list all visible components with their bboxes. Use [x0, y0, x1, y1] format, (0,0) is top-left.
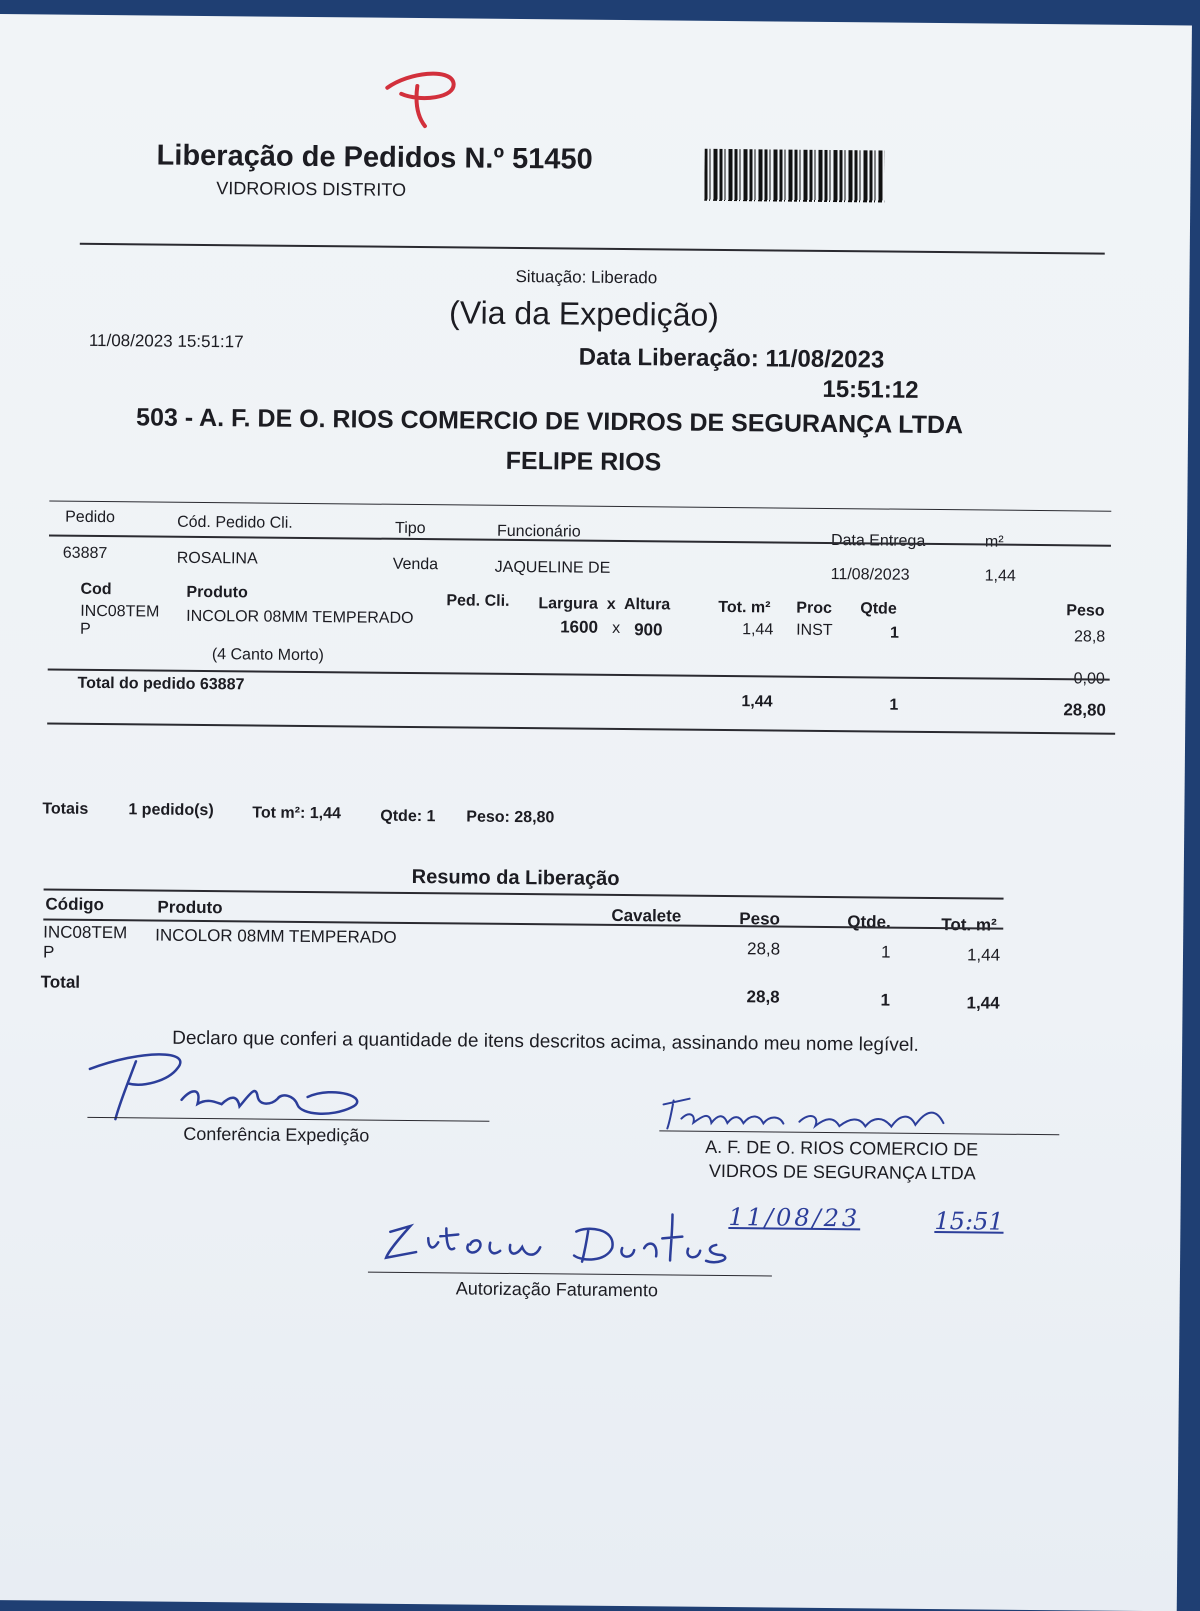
item-col-largura-altura: Largura x Altura: [538, 595, 671, 614]
company-line1: A. F. DE O. RIOS COMERCIO DE: [705, 1136, 979, 1160]
tipo-value: Venda: [392, 555, 439, 574]
order-total-peso: 28,80: [1063, 700, 1107, 720]
resumo-codigo-line2: P: [42, 942, 55, 962]
status-text: Situação: Liberado: [515, 266, 658, 288]
declaration-text: Declaro que conferi a quantidade de itens descritos acima, assinando meu nome legível.: [172, 1027, 919, 1056]
order-total-label: Total do pedido 63887: [77, 674, 245, 694]
resumo-tot-m2: 1,44: [966, 945, 1001, 965]
item-altura: 900: [634, 620, 663, 640]
item-col-qtde: Qtde: [860, 600, 897, 618]
item-col-cod: Cod: [80, 580, 112, 599]
document-page: [0, 14, 1192, 1611]
resumo-col-tot-m2: Tot. m²: [941, 915, 997, 935]
item-col-peso: Peso: [1066, 602, 1105, 620]
resumo-total-qtde: 1: [880, 990, 891, 1010]
section-divider: [47, 722, 1115, 734]
print-timestamp: 11/08/2023 15:51:17: [88, 330, 244, 352]
resumo-col-qtde: Qtde.: [847, 912, 891, 932]
totais-peso: Peso: 28,80: [466, 808, 555, 827]
conferencia-label: Conferência Expedição: [183, 1123, 370, 1146]
client-name: 503 - A. F. DE O. RIOS COMERCIO DE VIDROS DE SEGURANÇA LTDA: [136, 403, 964, 440]
item-col-ped-cli: Ped. Cli.: [446, 592, 510, 610]
item-tot-m2: 1,44: [742, 621, 774, 639]
release-time: 15:51:12: [822, 375, 919, 404]
item-qtde: 1: [890, 624, 900, 642]
col-data-entrega: Data Entrega: [830, 532, 926, 550]
signature-autorizacao: [376, 1202, 737, 1275]
item-produto: INCOLOR 08MM TEMPERADO: [186, 607, 414, 627]
item-obs: (4 Canto Morto): [211, 646, 324, 665]
resumo-col-peso: Peso: [739, 909, 781, 929]
resumo-qtde: 1: [880, 942, 891, 962]
resumo-total-peso: 28,8: [746, 987, 780, 1007]
resumo-peso: 28,8: [746, 939, 781, 959]
col-pedido: Pedido: [65, 508, 116, 527]
page-title: Liberação de Pedidos N.º 51450: [156, 139, 593, 176]
resumo-col-cavalete: Cavalete: [611, 905, 682, 926]
resumo-total-label: Total: [40, 972, 81, 992]
item-col-proc: Proc: [796, 599, 832, 618]
totais-label: Totais: [42, 800, 89, 818]
col-tipo: Tipo: [394, 519, 426, 538]
autorizacao-label: Autorização Faturamento: [455, 1278, 658, 1301]
signature-conferencia: [81, 1043, 382, 1126]
resumo-col-codigo: Código: [45, 894, 105, 915]
via-label: (Via da Expedição): [448, 294, 720, 333]
item-cod-line1: INC08TEM: [80, 602, 160, 621]
divider: [80, 243, 1105, 255]
resumo-col-produto: Produto: [157, 897, 223, 918]
pedido-value: 63887: [62, 544, 108, 563]
item-obs-peso: 0,00: [1073, 670, 1105, 688]
red-p-mark: [379, 62, 470, 133]
data-entrega-value: 11/08/2023: [830, 565, 910, 584]
table-top-line: [49, 500, 1111, 511]
cod-pedido-cli-value: ROSALINA: [176, 549, 258, 568]
signature-company: [659, 1092, 969, 1135]
order-total-m2: 1,44: [741, 693, 773, 711]
order-total-qtde: 1: [889, 696, 899, 714]
item-col-produto: Produto: [186, 583, 248, 602]
item-x: x: [612, 619, 621, 637]
handwritten-date: 11/08/23: [728, 1203, 861, 1233]
company-name: VIDRORIOS DISTRITO: [216, 178, 407, 200]
col-funcionario: Funcionário: [496, 522, 581, 541]
resumo-codigo-line1: INC08TEM: [43, 922, 128, 943]
barcode: [704, 149, 884, 203]
funcionario-value: JAQUELINE DE: [494, 558, 611, 577]
resumo-produto: INCOLOR 08MM TEMPERADO: [155, 925, 397, 947]
client-contact: FELIPE RIOS: [505, 446, 662, 477]
release-date: Data Liberação: 11/08/2023: [578, 343, 885, 374]
item-proc: INST: [796, 621, 833, 640]
col-cod-pedido-cli: Cód. Pedido Cli.: [177, 513, 293, 532]
totais-tot-m2: Tot m²: 1,44: [252, 804, 342, 823]
resumo-title: Resumo da Liberação: [411, 865, 620, 890]
col-m2: m²: [984, 533, 1004, 551]
m2-value: 1,44: [984, 567, 1016, 585]
resumo-total-tot-m2: 1,44: [966, 993, 1000, 1013]
item-largura: 1600: [560, 617, 599, 637]
company-line2: VIDROS DE SEGURANÇA LTDA: [708, 1160, 976, 1184]
handwritten-time: 15:51: [934, 1207, 1004, 1236]
totais-qtde: Qtde: 1: [380, 807, 436, 826]
item-col-tot-m2: Tot. m²: [718, 598, 771, 617]
totais-pedidos: 1 pedido(s): [128, 801, 214, 820]
item-peso: 28,8: [1073, 628, 1106, 646]
item-cod-line2: P: [80, 620, 91, 638]
